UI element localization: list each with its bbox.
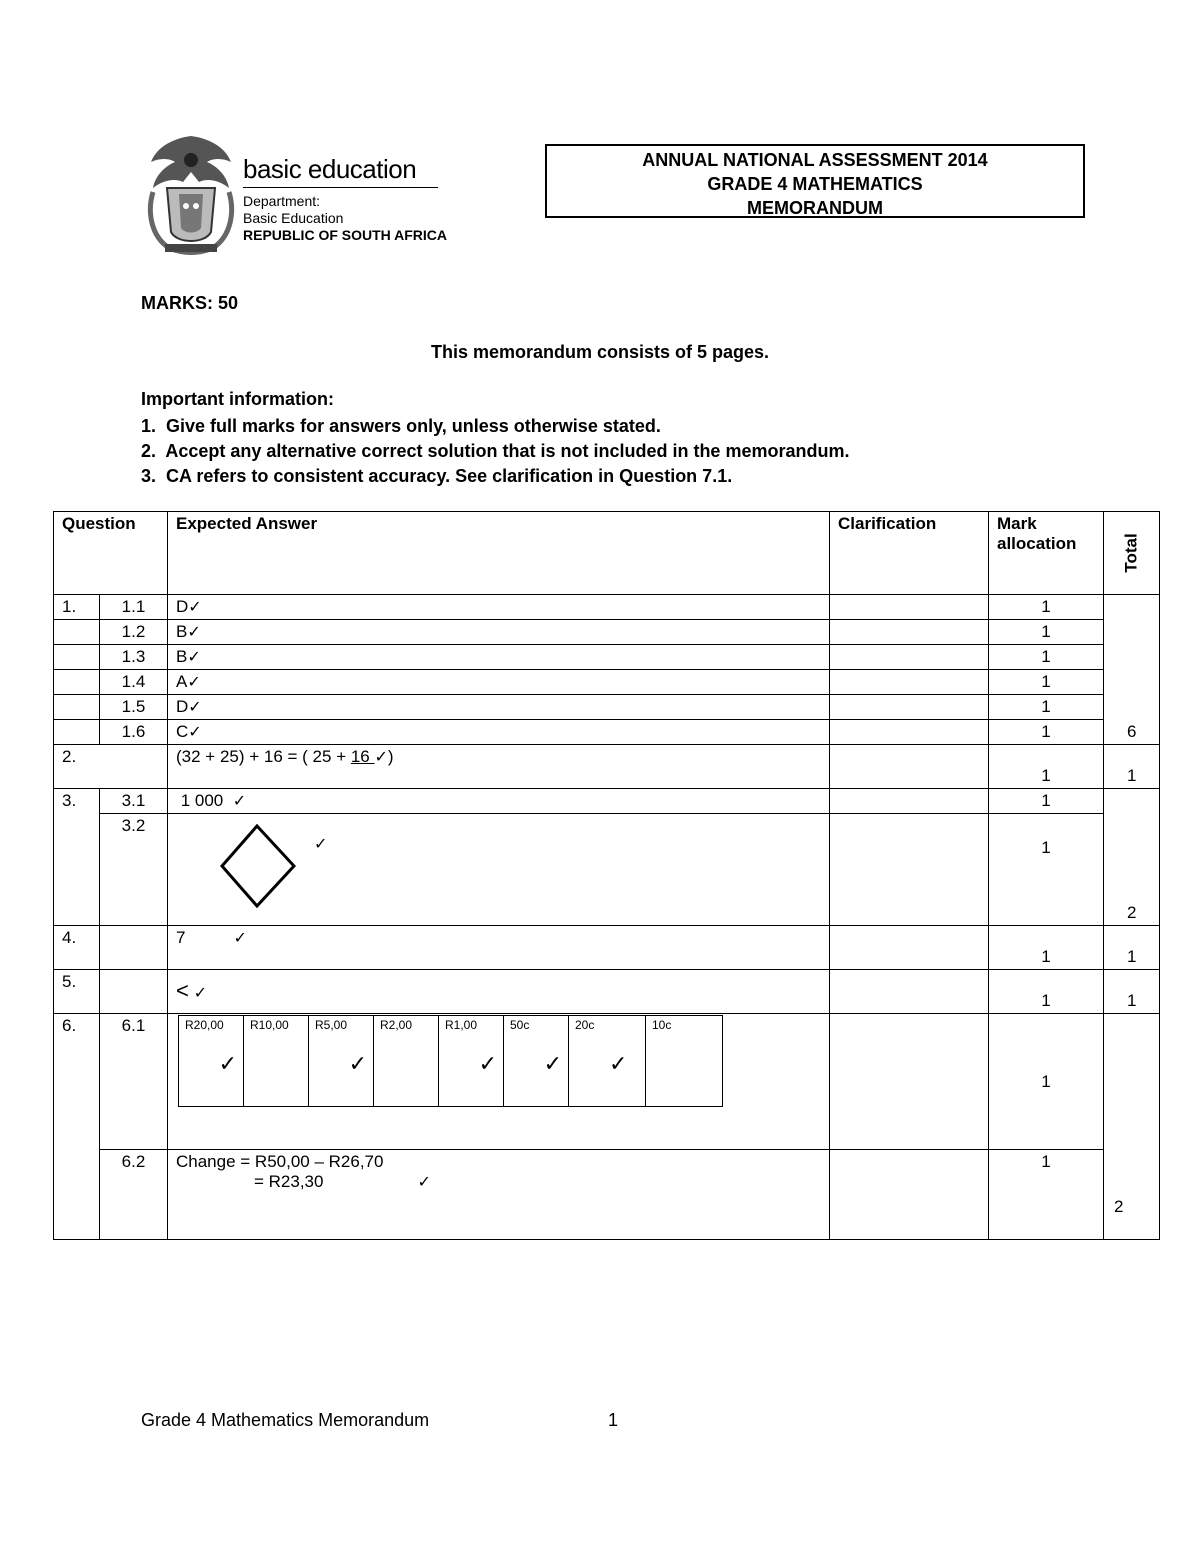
mark-cell: 1 xyxy=(989,970,1104,1014)
tick-icon: ✓ xyxy=(188,722,202,741)
money-cell xyxy=(646,1016,723,1107)
clarification-cell xyxy=(830,926,989,970)
tick-icon: ✓ xyxy=(218,1052,237,1077)
memorandum-table xyxy=(53,511,1160,1240)
sub-question: 1.3 xyxy=(100,645,168,670)
sub-question: 6.1 xyxy=(100,1014,168,1150)
money-denomination: R1,00 xyxy=(445,1018,478,1032)
question-number: 6. xyxy=(54,1014,100,1240)
change-line-1: Change = R50,00 – R26,70 xyxy=(176,1152,384,1171)
important-info-list xyxy=(141,414,849,489)
question-number xyxy=(54,670,100,695)
clarification-cell xyxy=(830,720,989,745)
answer-cell: 1 000 ✓ xyxy=(168,789,830,814)
total-marks: MARKS: 50 xyxy=(141,293,239,313)
total-cell: 1 xyxy=(1104,926,1160,970)
money-cell xyxy=(569,1016,646,1107)
tick-icon: ✓ xyxy=(348,1052,367,1077)
mark-cell: 1 xyxy=(989,789,1104,814)
question-number: 2. xyxy=(54,745,168,789)
answer-cell xyxy=(168,1150,830,1240)
page-number: 1 xyxy=(608,1410,619,1430)
info-item: 2. Accept any alternative correct solution that is not included in the memorandum. xyxy=(141,441,850,461)
clarification-cell xyxy=(830,1014,989,1150)
total-cell: 1 xyxy=(1104,745,1160,789)
logo-basic-education: Basic Education xyxy=(243,210,344,226)
question-number: 5. xyxy=(54,970,100,1014)
total-cell: 2 xyxy=(1104,1014,1160,1240)
sub-question: 1.1 xyxy=(100,595,168,620)
question-number xyxy=(54,620,100,645)
total-cell: 6 xyxy=(1104,595,1160,745)
mark-cell: 1 xyxy=(989,1150,1104,1240)
info-item: 3. CA refers to consistent accuracy. See clarification in Question 7.1. xyxy=(141,466,733,486)
mark-cell: 1 xyxy=(989,926,1104,970)
money-denomination: 50c xyxy=(510,1018,530,1032)
table-row xyxy=(54,970,1160,1014)
money-denomination: R10,00 xyxy=(250,1018,289,1032)
important-info-heading: Important information: xyxy=(141,389,334,409)
answer-cell: < ✓ xyxy=(168,970,830,1014)
mark-cell: 1 xyxy=(989,595,1104,620)
sub-question: 1.5 xyxy=(100,695,168,720)
sub-question: 1.6 xyxy=(100,720,168,745)
table-row xyxy=(54,1150,1160,1240)
clarification-cell xyxy=(830,695,989,720)
logo-divider xyxy=(243,187,438,188)
money-cell xyxy=(504,1016,569,1107)
mark-cell: 1 xyxy=(989,670,1104,695)
title-line-3: MEMORANDUM xyxy=(747,198,883,218)
sub-question: 6.2 xyxy=(100,1150,168,1240)
money-cell xyxy=(244,1016,309,1107)
sub-question xyxy=(100,926,168,970)
header-total: Total xyxy=(1121,533,1141,573)
money-cell xyxy=(179,1016,244,1107)
header-mark-allocation: Mark allocation xyxy=(989,512,1104,595)
sub-question: 1.4 xyxy=(100,670,168,695)
header-total-cell xyxy=(1104,512,1160,595)
table-header-row xyxy=(54,512,1160,595)
answer-cell: (32 + 25) + 16 = ( 25 + 16 ✓) xyxy=(168,745,830,789)
header-clarification: Clarification xyxy=(830,512,989,595)
table-row xyxy=(54,695,1160,720)
tick-icon: ✓ xyxy=(314,834,328,853)
table-row xyxy=(54,720,1160,745)
money-denomination: R2,00 xyxy=(380,1018,413,1032)
mark-cell: 1 xyxy=(989,1014,1104,1150)
coat-of-arms-icon xyxy=(145,132,237,257)
footer-title: Grade 4 Mathematics Memorandum xyxy=(141,1410,430,1430)
tick-icon: ✓ xyxy=(478,1052,497,1077)
question-number xyxy=(54,645,100,670)
clarification-cell xyxy=(830,970,989,1014)
total-cell: 2 xyxy=(1104,789,1160,926)
mark-cell: 1 xyxy=(989,645,1104,670)
logo-republic: REPUBLIC OF SOUTH AFRICA xyxy=(243,227,448,243)
sub-question: 3.2 xyxy=(100,814,168,926)
title-line-1: ANNUAL NATIONAL ASSESSMENT 2014 xyxy=(642,150,988,170)
money-denomination: 20c xyxy=(575,1018,595,1032)
page-count-note: This memorandum consists of 5 pages. xyxy=(430,342,770,362)
answer-cell: C✓ xyxy=(168,720,830,745)
money-cell xyxy=(374,1016,439,1107)
table-row xyxy=(54,789,1160,814)
table-row xyxy=(54,745,1160,789)
tick-icon: ✓ xyxy=(374,747,388,766)
table-row xyxy=(54,620,1160,645)
total-cell: 1 xyxy=(1104,970,1160,1014)
answer-cell: D✓ xyxy=(168,695,830,720)
tick-icon: ✓ xyxy=(188,697,202,716)
tick-icon: ✓ xyxy=(543,1052,562,1077)
logo-department: Department: xyxy=(243,193,321,209)
title-line-2: GRADE 4 MATHEMATICS xyxy=(707,174,923,194)
money-denomination: R5,00 xyxy=(315,1018,348,1032)
money-cell xyxy=(439,1016,504,1107)
tick-icon: ✓ xyxy=(193,983,207,1002)
money-denomination: 10c xyxy=(652,1018,672,1032)
change-line-2: = R23,30 ✓ xyxy=(254,1172,431,1191)
header-expected-answer: Expected Answer xyxy=(168,512,830,595)
clarification-cell xyxy=(830,814,989,926)
tick-icon: ✓ xyxy=(187,622,201,641)
tick-icon: ✓ xyxy=(232,791,247,810)
clarification-cell xyxy=(830,645,989,670)
table-row xyxy=(54,670,1160,695)
clarification-cell xyxy=(830,745,989,789)
tick-icon: ✓ xyxy=(417,1172,431,1191)
document-title-box xyxy=(545,144,1085,218)
table-row xyxy=(54,645,1160,670)
answer-cell xyxy=(168,814,830,926)
question-number xyxy=(54,695,100,720)
tick-icon: ✓ xyxy=(188,597,202,616)
mark-cell: 1 xyxy=(989,720,1104,745)
clarification-cell xyxy=(830,620,989,645)
mark-cell: 1 xyxy=(989,745,1104,789)
mark-cell: 1 xyxy=(989,620,1104,645)
answer-cell: B✓ xyxy=(168,645,830,670)
logo-title: basic education xyxy=(243,154,417,184)
table-row xyxy=(54,814,1160,926)
answer-cell: A✓ xyxy=(168,670,830,695)
tick-icon: ✓ xyxy=(233,928,247,947)
clarification-cell xyxy=(830,789,989,814)
question-number: 3. xyxy=(54,789,100,926)
clarification-cell xyxy=(830,670,989,695)
header-question: Question xyxy=(54,512,168,595)
info-item: 1. Give full marks for answers only, unless otherwise stated. xyxy=(141,416,661,436)
tick-icon: ✓ xyxy=(187,672,201,691)
question-number: 4. xyxy=(54,926,100,970)
question-number xyxy=(54,720,100,745)
rhombus-answer-shape xyxy=(220,822,350,918)
sub-question: 3.1 xyxy=(100,789,168,814)
money-grid xyxy=(178,1015,723,1107)
mark-cell: 1 xyxy=(989,695,1104,720)
clarification-cell xyxy=(830,595,989,620)
mark-cell: 1 xyxy=(989,814,1104,926)
clarification-cell xyxy=(830,1150,989,1240)
tick-icon: ✓ xyxy=(609,1052,628,1077)
sub-question: 1.2 xyxy=(100,620,168,645)
money-row xyxy=(179,1016,723,1107)
table-row xyxy=(54,595,1160,620)
answer-cell: 7 ✓ xyxy=(168,926,830,970)
question-number: 1. xyxy=(54,595,100,620)
sub-question xyxy=(100,970,168,1014)
tick-icon: ✓ xyxy=(187,647,201,666)
answer-cell: B✓ xyxy=(168,620,830,645)
money-denomination: R20,00 xyxy=(185,1018,224,1032)
table-row xyxy=(54,926,1160,970)
money-cell xyxy=(309,1016,374,1107)
answer-cell: D✓ xyxy=(168,595,830,620)
